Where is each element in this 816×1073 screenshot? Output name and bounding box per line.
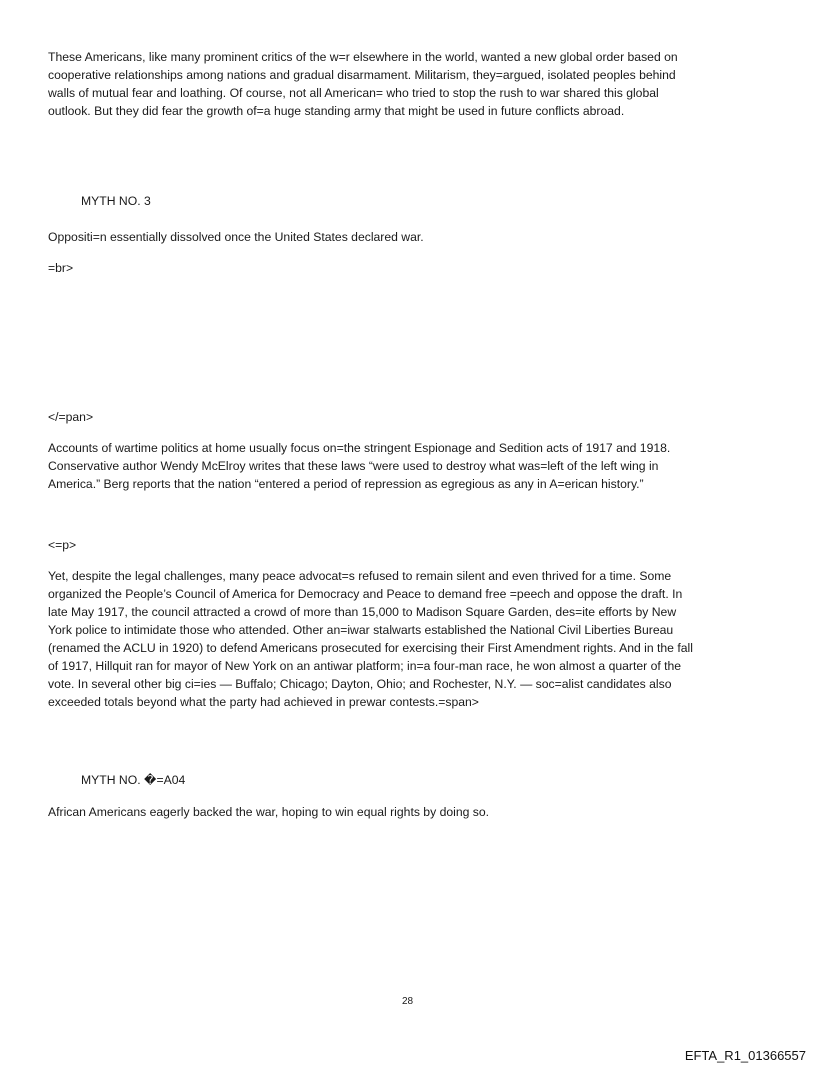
text-line: (renamed the ACLU in 1920) to defend Americans prosecuted for exercising their First Amendment rights. And in the fall: [48, 641, 693, 655]
text-line: America.” Berg reports that the nation “entered a period of repression as egregious as any in A=erican history.”: [48, 477, 644, 491]
text-line: Conservative author Wendy McElroy writes that these laws “were used to destroy what was=left of the left wing in: [48, 459, 659, 473]
text-line: These Americans, like many prominent critics of the w=r elsewhere in the world, wanted a new global order based on: [48, 50, 678, 64]
text-line: of 1917, Hillquit ran for mayor of New York on an antiwar platform; in=a four-man race, he won almost a quarter of the: [48, 659, 682, 673]
text-line: late May 1917, the council attracted a crowd of more than 15,000 to Madison Square Garden, des=ite efforts by New: [48, 605, 677, 619]
text-line: outlook. But they did fear the growth of=a huge standing army that might be used in future conflicts abroad.: [48, 104, 625, 118]
markup-artifact-br: =br>: [48, 261, 74, 275]
markup-artifact-span: </=pan>: [48, 410, 94, 424]
text-line: exceeded totals beyond what the party had achieved in prewar contests.=span>: [48, 695, 479, 709]
markup-artifact-p: <=p>: [48, 538, 77, 552]
paragraph-accounts: [48, 439, 670, 493]
text-line: Accounts of wartime politics at home usually focus on=the stringent Espionage and Sedition acts of 1917 and 1918.: [48, 441, 671, 455]
myth-3-heading: MYTH NO. 3: [81, 194, 151, 208]
myth-3-statement: Oppositi=n essentially dissolved once the United States declared war.: [48, 230, 424, 244]
paragraph-peace-advocates: [48, 567, 693, 711]
myth-4-heading: MYTH NO. �=A04: [81, 773, 186, 787]
text-line: vote. In several other big ci=ies — Buffalo; Chicago; Dayton, Ohio; and Rochester, N.Y. — soc=alist candidates also: [48, 677, 672, 691]
text-line: organized the People’s Council of America for Democracy and Peace to demand free =peech and oppose the draft. In: [48, 587, 683, 601]
bates-number: EFTA_R1_01366557: [684, 1048, 806, 1063]
text-line: walls of mutual fear and loathing. Of course, not all American= who tried to stop the rush to war shared this global: [48, 86, 659, 100]
text-line: Yet, despite the legal challenges, many peace advocat=s refused to remain silent and even thrived for a time. Some: [48, 569, 672, 583]
text-line: cooperative relationships among nations and gradual disarmament. Militarism, they=argued, isolated peoples behind: [48, 68, 676, 82]
text-line: York police to intimidate those who attended. Other an=iwar stalwarts established the National Civil Liberties Bureau: [48, 623, 674, 637]
myth-4-statement: African Americans eagerly backed the war, hoping to win equal rights by doing so.: [48, 805, 490, 819]
paragraph-critics: [48, 48, 678, 120]
page-number: 28: [402, 996, 414, 1007]
